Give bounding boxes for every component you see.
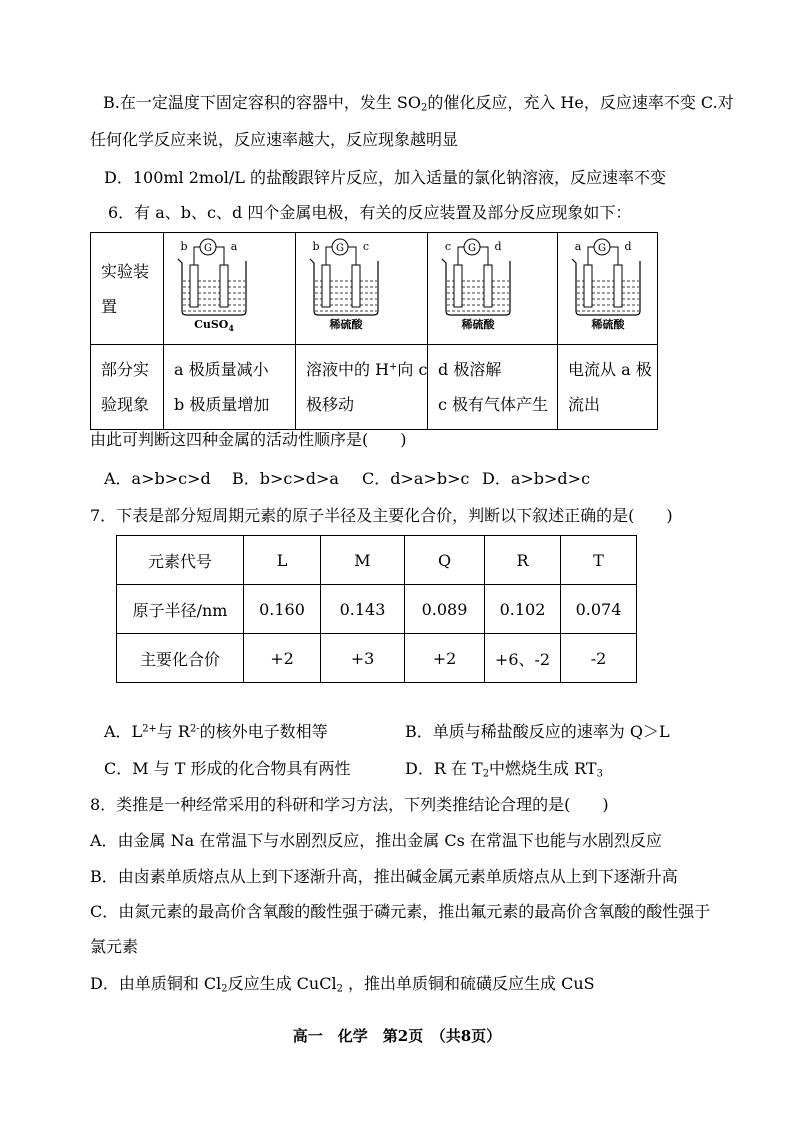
electrode-label-right: a <box>230 240 238 253</box>
table-cell: 0.143 <box>321 585 405 634</box>
solution-label: 稀硫酸 <box>461 318 495 331</box>
subscript: 2 <box>336 983 343 995</box>
text-segment: 的催化反应，充入 He，反应速率不变 C.对 <box>427 93 734 112</box>
text-segment: 反应生成 CuCl <box>227 974 337 993</box>
superscript: 2+ <box>142 723 157 735</box>
table-row <box>117 585 637 634</box>
solution-subscript: 4 <box>228 323 234 333</box>
q7-option-d <box>405 759 603 779</box>
solution-label <box>194 318 234 333</box>
q6-stem: 6．有 a、b、c、d 四个金属电极，有关的反应装置及部分反应现象如下： <box>108 203 632 222</box>
text-segment: 的核外电子数相等 <box>199 722 328 741</box>
label-line: 验现象 <box>101 395 150 414</box>
q7-stem: 7．下表是部分短周期元素的原子半径及主要化合价，判断以下叙述正确的是( ) <box>90 506 673 525</box>
electrode-left <box>454 265 462 307</box>
apparatus-diagram-1 <box>174 237 254 337</box>
phenomenon-line: 极移动 <box>306 395 355 414</box>
q5-option-d: D．100ml 2mol/L 的盐酸跟锌片反应，加入适量的氯化钠溶液，反应速率不变 <box>104 168 666 187</box>
text-segment: D．R 在 T <box>405 759 483 778</box>
electrode-label-right: d <box>494 240 502 253</box>
solution-formula: CuSO <box>194 318 229 331</box>
table-cell: +2 <box>244 634 321 683</box>
table-cell: 0.102 <box>485 585 561 634</box>
q8-option-c-line2: 氯元素 <box>90 937 139 956</box>
electrode-label-left: b <box>180 240 188 253</box>
wire-left <box>588 247 594 265</box>
electrode-right <box>220 265 228 307</box>
text-segment: B.在一定温度下固定容积的容器中，发生 SO <box>103 93 422 112</box>
table-cell: 主要化合价 <box>117 634 244 683</box>
text-segment: 向 c <box>397 360 428 379</box>
q8-option-c-line1: C．由氮元素的最高价含氧酸的酸性强于磷元素，推出氟元素的最高价含氧酸的酸性强于 <box>90 902 711 921</box>
q6-option-d: D．a>b>d>c <box>482 469 591 488</box>
q6-option-c: C．d>a>b>c <box>362 469 470 488</box>
electrode-left <box>584 265 592 307</box>
q7-option-a <box>104 722 328 742</box>
superscript: + <box>389 361 398 373</box>
phenomenon-cell-3 <box>428 345 558 430</box>
electrode-right <box>352 265 360 307</box>
superscript: 2- <box>189 723 200 735</box>
phenomenon-line: a 极质量减小 <box>174 360 269 379</box>
header-cell: L <box>244 536 321 585</box>
text-segment: 中燃烧生成 RT <box>489 759 597 778</box>
apparatus-row <box>91 233 658 345</box>
subscript: 2 <box>482 768 490 780</box>
electrode-label-right: c <box>362 240 370 253</box>
galvanometer-label: G <box>204 243 212 254</box>
subscript: 3 <box>596 768 603 780</box>
wire-right <box>480 247 488 265</box>
element-property-table <box>116 535 637 683</box>
header-cell: 元素代号 <box>117 536 244 585</box>
q6-option-b: B．b>c>d>a <box>232 469 339 488</box>
galvanometer-label: G <box>336 243 344 254</box>
phenomenon-cell-4 <box>558 345 658 430</box>
q6-option-a: A．a>b>c>d <box>104 469 211 488</box>
table-cell: -2 <box>561 634 637 683</box>
table-cell: +6、-2 <box>485 634 561 683</box>
q7-option-c: C．M 与 T 形成的化合物具有两性 <box>104 759 351 778</box>
wire-left <box>458 247 464 265</box>
electrode-label-right: d <box>624 240 632 253</box>
electrode-label-left: b <box>312 240 320 253</box>
table-cell: 0.074 <box>561 585 637 634</box>
apparatus-cell-4 <box>558 233 658 345</box>
table-cell: 0.160 <box>244 585 321 634</box>
phenomenon-line <box>306 352 427 387</box>
galvanometer-label: G <box>598 243 606 254</box>
text-segment: D．由单质铜和 Cl <box>90 974 222 993</box>
q5-option-c-text: 任何化学反应来说，反应速率越大，反应现象越明显 <box>90 130 459 149</box>
row-label-apparatus <box>91 233 164 345</box>
apparatus-diagram-4 <box>568 237 648 337</box>
header-cell: R <box>485 536 561 585</box>
apparatus-cell-3 <box>428 233 558 345</box>
electrode-label-left: c <box>444 240 452 253</box>
q5-option-b-line1 <box>103 93 734 113</box>
header-cell: T <box>561 536 637 585</box>
apparatus-cell-2 <box>296 233 428 345</box>
header-cell: M <box>321 536 405 585</box>
subscript: 2 <box>221 983 228 995</box>
table-cell: 0.089 <box>405 585 485 634</box>
electrode-label-left: a <box>574 240 582 253</box>
table-header-row <box>117 536 637 585</box>
phenomenon-cell-2 <box>296 345 428 430</box>
phenomenon-row <box>91 345 658 430</box>
label-line: 实验装 <box>101 261 150 281</box>
table-cell: +2 <box>405 634 485 683</box>
apparatus-diagram-3 <box>438 237 518 337</box>
text-segment: 与 R <box>156 722 190 741</box>
label-line: 部分实 <box>101 360 150 379</box>
apparatus-cell-1 <box>164 233 296 345</box>
electrode-left <box>322 265 330 307</box>
table-cell: +3 <box>321 634 405 683</box>
label-line: 置 <box>101 296 118 316</box>
q8-stem: 8．类推是一种经常采用的科研和学习方法，下列类推结论合理的是( ) <box>90 795 609 814</box>
apparatus-diagram-2 <box>306 237 386 337</box>
page-footer: 高一 化学 第2页 （共8页） <box>292 1027 502 1045</box>
solution-label: 稀硫酸 <box>329 318 363 331</box>
electrode-right <box>614 265 622 307</box>
text-segment: ，推出单质铜和硫磺反应生成 CuS <box>342 974 595 993</box>
subscript: 2 <box>421 102 428 114</box>
header-cell: Q <box>405 536 485 585</box>
q8-option-b: B．由卤素单质熔点从上到下逐渐升高，推出碱金属元素单质熔点从上到下逐渐升高 <box>90 867 678 886</box>
table-row <box>117 634 637 683</box>
electrode-left <box>190 265 198 307</box>
galvanometer-label: G <box>468 243 476 254</box>
text-segment: 溶液中的 H <box>306 360 390 379</box>
table-cell: 原子半径/nm <box>117 585 244 634</box>
electrode-experiment-table <box>90 232 658 430</box>
phenomenon-line: 电流从 a 极 <box>568 360 652 379</box>
text-segment: A．L <box>104 722 143 741</box>
phenomenon-line: c 极有气体产生 <box>438 395 549 414</box>
wire-left <box>326 247 332 265</box>
q8-option-a: A．由金属 Na 在常温下与水剧烈反应，推出金属 Cs 在常温下也能与水剧烈反应 <box>90 831 662 850</box>
wire-right <box>216 247 224 265</box>
phenomenon-line: b 极质量增加 <box>174 395 270 414</box>
phenomenon-cell-1 <box>164 345 296 430</box>
wire-right <box>348 247 356 265</box>
wire-right <box>610 247 618 265</box>
phenomenon-line: d 极溶解 <box>438 360 502 379</box>
phenomenon-line: 流出 <box>568 395 601 414</box>
electrode-right <box>484 265 492 307</box>
q8-option-d <box>90 974 595 994</box>
row-label-phenomenon <box>91 345 164 430</box>
q6-question: 由此可判断这四种金属的活动性顺序是( ) <box>90 430 407 449</box>
q7-option-b: B．单质与稀盐酸反应的速率为 Q＞L <box>405 722 670 741</box>
wire-left <box>194 247 200 265</box>
solution-label: 稀硫酸 <box>591 318 625 331</box>
